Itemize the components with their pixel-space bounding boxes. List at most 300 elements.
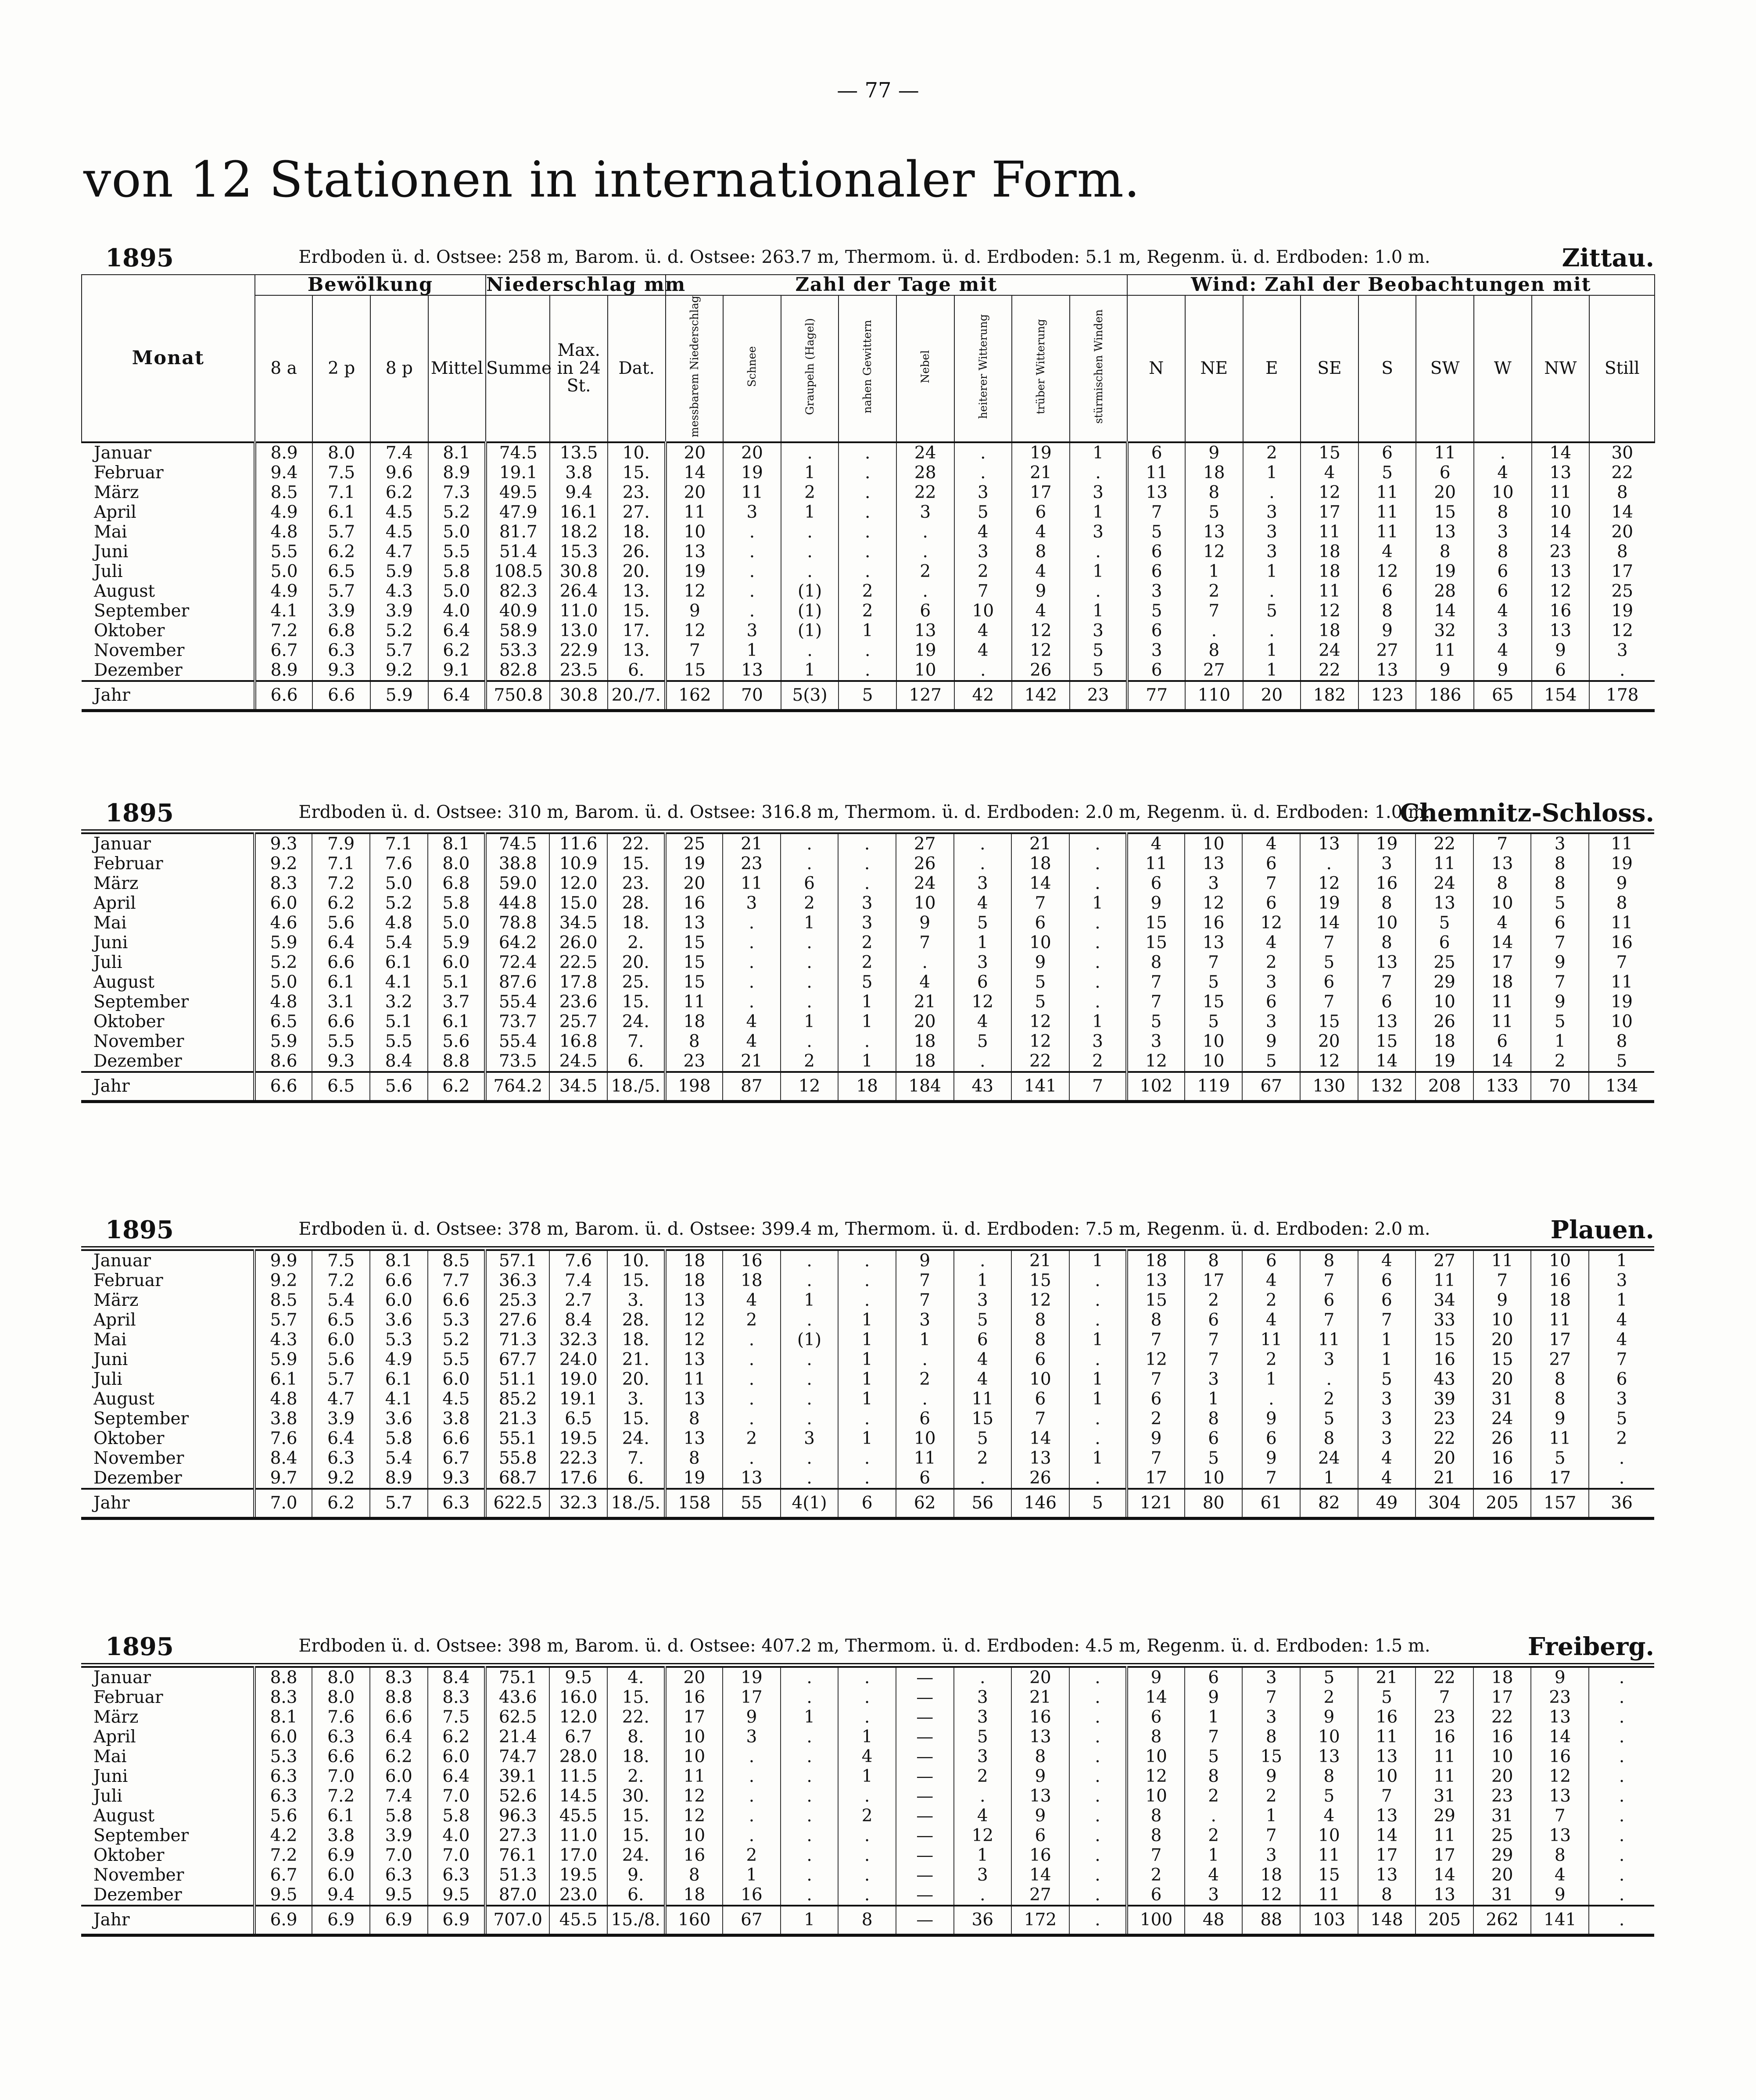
data-cell: 14 (1532, 522, 1590, 542)
data-cell: 4 (838, 1747, 896, 1767)
data-cell: 6 (1011, 913, 1069, 933)
data-cell: 9.7 (254, 1468, 312, 1489)
data-cell: 16 (1011, 1846, 1069, 1865)
data-cell: . (781, 933, 839, 953)
data-cell: 11 (1242, 1330, 1300, 1350)
data-cell: 6.3 (428, 1865, 486, 1885)
data-cell: 5.4 (370, 1448, 428, 1468)
data-cell: 8 (1589, 542, 1655, 562)
data-cell: 19 (665, 1468, 723, 1489)
month-cell: April (93, 893, 136, 913)
table-row (81, 1032, 1654, 1051)
data-cell: 8 (1589, 483, 1655, 502)
data-cell: 8 (1474, 502, 1532, 522)
data-cell: 6.0 (428, 1747, 486, 1767)
year-cell: 61 (1242, 1489, 1300, 1519)
data-cell: — (896, 1806, 954, 1826)
data-cell: 6 (1185, 1310, 1243, 1330)
data-cell: 8. (607, 1727, 665, 1747)
data-cell: 7 (1416, 1688, 1473, 1707)
data-cell: 1 (1242, 1369, 1300, 1389)
data-cell: 8.4 (428, 1667, 486, 1688)
data-cell: 3 (1589, 641, 1655, 660)
data-cell: 4.9 (255, 581, 313, 601)
year-label: Jahr (81, 1489, 254, 1519)
data-cell: 5.3 (254, 1747, 312, 1767)
data-cell: 27.3 (485, 1826, 549, 1846)
data-cell: 4.8 (254, 1389, 312, 1409)
data-cell: 4 (954, 1806, 1012, 1826)
data-cell: . (1069, 933, 1127, 953)
data-cell: 4.0 (428, 1826, 486, 1846)
data-cell: 4 (954, 522, 1012, 542)
data-cell: 4. (607, 1667, 665, 1688)
data-cell: 9. (607, 1865, 665, 1885)
data-cell: 4 (723, 1032, 781, 1051)
header-d_nebel (896, 295, 954, 442)
station-year: 1895 (105, 244, 174, 272)
data-cell: 4.0 (428, 601, 486, 621)
data-cell: . (723, 1389, 781, 1409)
month-cell: März (94, 482, 139, 502)
month-cell: Februar (93, 1271, 163, 1290)
data-cell: . (954, 1250, 1012, 1271)
table-row (82, 562, 1655, 581)
data-cell: 8 (1589, 1032, 1654, 1051)
data-cell: . (1243, 581, 1301, 601)
data-cell: 1 (1243, 641, 1301, 660)
month-cell: März (93, 1707, 139, 1727)
data-cell: 23 (1416, 1707, 1473, 1727)
station-name: Plauen. (1550, 1215, 1654, 1244)
data-cell: 26.0 (549, 933, 607, 953)
data-cell: (1) (781, 1330, 839, 1350)
data-cell: 4.1 (370, 972, 428, 992)
data-cell: . (723, 1767, 781, 1786)
data-cell: 3 (1243, 542, 1301, 562)
data-cell: 11 (1589, 833, 1654, 854)
data-cell: 14 (1011, 1865, 1069, 1885)
data-cell: 7 (896, 1271, 954, 1290)
year-cell: 157 (1531, 1489, 1589, 1519)
data-cell: . (1069, 953, 1127, 972)
data-cell: 15. (607, 854, 665, 874)
data-cell: 28 (1416, 581, 1474, 601)
data-cell: 2 (1589, 1429, 1654, 1448)
year-cell: 65 (1474, 681, 1532, 711)
data-cell: 18. (608, 522, 666, 542)
data-cell: 7 (1127, 1448, 1185, 1468)
data-cell: 43 (1416, 1369, 1473, 1389)
data-cell: 22. (607, 1707, 665, 1727)
header-w_n: N (1127, 295, 1185, 442)
header-w_s: S (1358, 295, 1416, 442)
table-row (82, 463, 1655, 483)
data-cell: 12 (1358, 562, 1416, 581)
data-cell: . (839, 442, 896, 463)
data-cell: 11 (1473, 1012, 1531, 1032)
data-cell: 4 (954, 1369, 1012, 1389)
data-cell: 5 (1589, 1409, 1654, 1429)
data-cell: 7 (1300, 992, 1358, 1012)
data-cell: 29 (1473, 1846, 1531, 1865)
data-cell: 20 (1473, 1369, 1531, 1389)
data-cell: 6 (1127, 1389, 1185, 1409)
year-cell: 36 (954, 1906, 1012, 1935)
data-cell: 6 (1242, 854, 1300, 874)
data-cell: 6 (1242, 1250, 1300, 1271)
year-cell: 100 (1127, 1906, 1185, 1935)
data-cell: 1 (781, 502, 839, 522)
data-cell: 3 (1300, 1350, 1358, 1369)
data-cell: 1 (1185, 562, 1243, 581)
data-cell: 71.3 (485, 1330, 549, 1350)
data-cell: . (1589, 1747, 1654, 1767)
year-cell: 154 (1532, 681, 1590, 711)
data-cell: 8 (1300, 1429, 1358, 1448)
data-cell: 19.5 (549, 1429, 607, 1448)
data-cell: 23. (607, 874, 665, 893)
data-cell: 3 (954, 483, 1012, 502)
month-cell: März (93, 1290, 139, 1310)
data-cell: 2 (1300, 1389, 1358, 1409)
data-cell: 6. (607, 1885, 665, 1906)
station-name: Freiberg. (1527, 1632, 1654, 1661)
data-cell: 4.5 (370, 522, 428, 542)
data-cell: 26. (608, 542, 666, 562)
data-cell: 16 (1473, 1448, 1531, 1468)
year-cell: 102 (1127, 1072, 1185, 1102)
data-cell: 4 (723, 1290, 781, 1310)
data-cell: . (781, 992, 839, 1012)
header-b8p: 8 p (370, 295, 428, 442)
data-cell: 18 (1242, 1865, 1300, 1885)
year-cell: 6.2 (428, 1072, 486, 1102)
data-cell: 1 (839, 621, 896, 641)
data-cell: 6.6 (312, 1012, 370, 1032)
data-cell: 23 (1532, 542, 1590, 562)
data-cell: 9.3 (312, 1051, 370, 1072)
year-cell: — (896, 1906, 954, 1935)
data-cell: 9 (1011, 1767, 1069, 1786)
year-cell: 8 (838, 1906, 896, 1935)
table-row (81, 1409, 1654, 1429)
data-cell: 13 (665, 913, 723, 933)
header-w_e: E (1243, 295, 1301, 442)
year-cell: 130 (1300, 1072, 1358, 1102)
data-cell: 8.9 (255, 442, 313, 463)
data-cell: 11.0 (549, 1826, 607, 1846)
data-cell: 28.0 (549, 1747, 607, 1767)
data-cell: 1 (1185, 1707, 1243, 1727)
data-cell: 21 (1011, 1250, 1069, 1271)
data-cell: 5 (1185, 972, 1243, 992)
data-cell: . (838, 1688, 896, 1707)
data-cell: 15 (1300, 1012, 1358, 1032)
data-cell: 5.6 (312, 913, 370, 933)
data-cell: 8.0 (312, 1667, 370, 1688)
data-cell: 24 (896, 442, 954, 463)
data-cell: 6 (1532, 660, 1590, 681)
data-cell: 7.5 (428, 1707, 486, 1727)
year-cell: 48 (1185, 1906, 1243, 1935)
data-cell: 18 (1301, 621, 1358, 641)
table-row (81, 1290, 1654, 1310)
data-cell: 5.4 (312, 1290, 370, 1310)
data-cell: 12 (665, 1330, 723, 1350)
data-cell: 27 (1185, 660, 1243, 681)
data-cell: 1 (1069, 1250, 1127, 1271)
year-cell: 750.8 (486, 681, 550, 711)
data-cell: 20 (1300, 1032, 1358, 1051)
data-cell: 18 (1185, 463, 1243, 483)
data-cell: 55.4 (485, 992, 549, 1012)
data-cell: . (1474, 442, 1532, 463)
data-cell: . (1300, 854, 1358, 874)
data-cell: 16 (1531, 1747, 1589, 1767)
data-cell: 7.1 (370, 833, 428, 854)
table-row (82, 542, 1655, 562)
data-cell: 9 (1532, 641, 1590, 660)
data-cell: — (896, 1667, 954, 1688)
data-cell: 11 (1416, 854, 1473, 874)
data-cell: . (1589, 1786, 1654, 1806)
data-cell: 7 (1127, 972, 1185, 992)
data-cell: 7 (954, 581, 1012, 601)
data-cell: 14 (1011, 1429, 1069, 1448)
station-header (81, 244, 1654, 274)
data-cell: 6 (1012, 502, 1070, 522)
data-cell: . (838, 1271, 896, 1290)
data-cell: 2 (1242, 1786, 1300, 1806)
data-cell: 27 (1416, 1250, 1473, 1271)
data-cell: . (781, 1409, 839, 1429)
data-cell: 25.3 (485, 1290, 549, 1310)
data-cell: (1) (781, 581, 839, 601)
data-cell: 36.3 (485, 1271, 549, 1290)
data-cell: 12 (954, 1826, 1012, 1846)
month-cell: Juni (93, 933, 128, 953)
data-cell: 7.5 (312, 463, 370, 483)
data-cell: 3 (1358, 1409, 1416, 1429)
data-cell: 22 (1589, 463, 1655, 483)
data-cell: 5 (1243, 601, 1301, 621)
data-cell: 5.5 (312, 1032, 370, 1051)
data-cell: . (1185, 621, 1243, 641)
data-cell: 2 (1242, 1350, 1300, 1369)
data-cell: 3 (1531, 833, 1589, 854)
year-cell: 158 (665, 1489, 723, 1519)
data-cell: 6.1 (254, 1369, 312, 1389)
data-cell: 11 (1358, 1727, 1416, 1747)
data-cell: 15 (1300, 1865, 1358, 1885)
data-cell: 3 (954, 542, 1012, 562)
month-cell: Juni (93, 1350, 128, 1369)
data-cell: 5 (954, 913, 1012, 933)
data-cell: . (1589, 1448, 1654, 1468)
data-cell: . (839, 641, 896, 660)
data-cell: 2 (1185, 1826, 1243, 1846)
year-cell: 20 (1243, 681, 1301, 711)
header-b2p: 2 p (312, 295, 370, 442)
year-cell: 5.6 (370, 1072, 428, 1102)
station-year: 1895 (105, 1632, 174, 1661)
data-cell: 9 (1011, 1806, 1069, 1826)
month-cell: Juni (94, 541, 129, 562)
data-cell: 6 (1300, 972, 1358, 992)
data-cell: 5 (1070, 660, 1128, 681)
data-cell: 19 (723, 1667, 781, 1688)
data-cell: 24. (607, 1429, 665, 1448)
data-cell: 20 (1011, 1667, 1069, 1688)
data-cell: 17 (723, 1688, 781, 1707)
month-cell: August (93, 972, 155, 992)
data-cell: . (781, 833, 839, 854)
data-cell: . (954, 1051, 1012, 1072)
data-cell: 7 (1185, 601, 1243, 621)
data-cell: . (838, 874, 896, 893)
data-cell: 11 (1531, 1310, 1589, 1330)
data-cell: 4.8 (254, 992, 312, 1012)
data-cell: 8.0 (312, 1688, 370, 1707)
data-cell: 1 (1589, 1250, 1654, 1271)
data-cell: 12 (1185, 893, 1243, 913)
data-cell: 4 (1242, 933, 1300, 953)
data-cell: 78.8 (485, 913, 549, 933)
data-cell: . (1069, 1806, 1127, 1826)
year-cell: 62 (896, 1489, 954, 1519)
data-cell: 20 (1416, 1448, 1473, 1468)
data-cell: . (1069, 972, 1127, 992)
month-cell: September (94, 601, 190, 621)
month-cell: Mai (93, 1330, 127, 1350)
data-cell: 1 (1069, 1448, 1127, 1468)
data-cell: 7.0 (428, 1846, 486, 1865)
data-cell: . (1589, 1468, 1654, 1489)
data-cell: 33 (1416, 1310, 1473, 1330)
data-cell: 10 (1416, 992, 1473, 1012)
month-cell: Oktober (93, 1846, 165, 1865)
data-cell: 31 (1473, 1806, 1531, 1826)
data-cell: . (1589, 660, 1655, 681)
table-row (81, 1865, 1654, 1885)
data-cell: . (838, 1667, 896, 1688)
data-cell: 3 (723, 893, 781, 913)
data-cell: . (723, 1369, 781, 1389)
data-cell: 26 (896, 854, 954, 874)
year-cell: 184 (896, 1072, 954, 1102)
data-cell: . (1243, 621, 1301, 641)
data-cell: 6.1 (312, 972, 370, 992)
data-cell: 19 (1012, 442, 1070, 463)
data-cell: 4 (1531, 1865, 1589, 1885)
data-cell: 6 (1011, 1389, 1069, 1409)
data-cell: 13 (1531, 1786, 1589, 1806)
data-cell: 22 (1416, 1429, 1473, 1448)
header-d_schnee-label: Schnee (745, 346, 759, 387)
data-cell: 9 (1474, 660, 1532, 681)
data-cell: — (896, 1727, 954, 1747)
data-cell: 17 (665, 1707, 723, 1727)
data-cell: 2 (1069, 1051, 1127, 1072)
data-cell: 8.4 (254, 1448, 312, 1468)
data-cell: 12.0 (549, 874, 607, 893)
data-cell: 25 (1416, 953, 1473, 972)
data-cell: 29 (1416, 1806, 1473, 1826)
data-cell: 2. (607, 1767, 665, 1786)
data-cell: 1 (838, 1429, 896, 1448)
data-cell: 7 (1127, 502, 1185, 522)
data-cell: 6.0 (254, 1727, 312, 1747)
header-d_heiter (954, 295, 1012, 442)
data-cell: 13 (1358, 1865, 1416, 1885)
data-cell: 21 (723, 1051, 781, 1072)
year-cell: 34.5 (549, 1072, 607, 1102)
data-cell: . (781, 641, 839, 660)
data-cell: 6.5 (312, 562, 370, 581)
data-cell: 12 (666, 621, 724, 641)
data-cell: 8 (1127, 1806, 1185, 1826)
data-cell: 15.3 (550, 542, 608, 562)
data-cell: 11.6 (549, 833, 607, 854)
year-cell: 304 (1416, 1489, 1473, 1519)
data-cell: 5 (1185, 502, 1243, 522)
table-row (81, 1806, 1654, 1826)
table-row (81, 1389, 1654, 1409)
data-cell: 7 (1358, 1786, 1416, 1806)
data-cell: 5.4 (370, 933, 428, 953)
year-cell: 18./5. (607, 1072, 665, 1102)
data-cell: 19 (1589, 992, 1654, 1012)
data-cell: 55.8 (485, 1448, 549, 1468)
data-cell: 15 (1127, 933, 1185, 953)
data-cell: 5.2 (370, 893, 428, 913)
year-cell: 6 (838, 1489, 896, 1519)
data-cell: 5 (1127, 522, 1185, 542)
data-cell: . (781, 953, 839, 972)
data-cell: 8 (1185, 641, 1243, 660)
data-cell: 18 (1127, 1250, 1185, 1271)
data-cell: 59.0 (485, 874, 549, 893)
data-cell: 8.1 (428, 442, 486, 463)
year-cell: . (1069, 1906, 1127, 1935)
data-cell: 16.8 (549, 1032, 607, 1051)
data-cell: 6.0 (312, 1330, 370, 1350)
year-cell: 4(1) (781, 1489, 839, 1519)
data-cell: 6.2 (428, 1727, 486, 1747)
table-row (81, 1885, 1654, 1906)
data-cell: 5 (954, 1310, 1012, 1330)
data-cell: . (1070, 542, 1128, 562)
data-cell: 18 (665, 1250, 723, 1271)
data-cell: . (896, 581, 954, 601)
data-cell: 6.6 (370, 1271, 428, 1290)
year-cell: 23 (1070, 681, 1128, 711)
data-cell: 25. (607, 972, 665, 992)
data-cell: 7 (1531, 933, 1589, 953)
data-cell: 12 (665, 1310, 723, 1330)
year-cell: 198 (665, 1072, 723, 1102)
data-cell: 27 (896, 833, 954, 854)
data-cell: 5 (954, 502, 1012, 522)
table-row (81, 1012, 1654, 1032)
table-row (82, 601, 1655, 621)
data-cell: 22 (1301, 660, 1358, 681)
data-cell: 16 (1473, 1727, 1531, 1747)
data-cell: 5 (1185, 1747, 1243, 1767)
data-cell: 7. (607, 1032, 665, 1051)
data-cell: 6 (1127, 621, 1185, 641)
